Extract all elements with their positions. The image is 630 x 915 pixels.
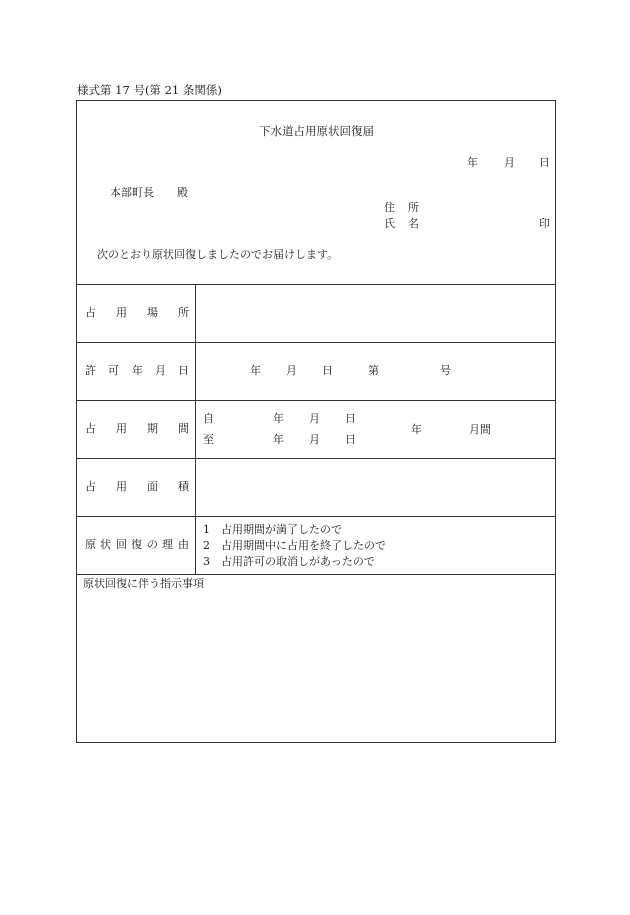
- reason-label-1: 原: [85, 538, 96, 551]
- name-label-1: 氏: [384, 217, 395, 230]
- reason-item-number: 1: [203, 523, 210, 536]
- addressee-name: 本部町長: [110, 186, 154, 199]
- reason-item-number: 2: [203, 539, 210, 552]
- reason-item-1: [203, 524, 342, 535]
- reason-item-number: 3: [203, 555, 210, 568]
- statement-text: 次のとおり原状回復しましたのでお届けします。: [97, 248, 339, 261]
- permit-label-5: 日: [178, 364, 189, 377]
- reason-label-2: 状: [100, 538, 111, 551]
- permit-month: 月: [286, 364, 297, 377]
- form-frame: [76, 100, 556, 743]
- area-label-4: 積: [178, 480, 189, 493]
- permit-dai: 第: [368, 364, 379, 377]
- date-day: 日: [539, 156, 550, 169]
- period-to-year: 年: [273, 433, 284, 446]
- period-total-year: 年: [411, 423, 422, 436]
- period-total-months: 月間: [469, 423, 491, 436]
- name-label-2: 名: [408, 217, 419, 230]
- location-label-2: 用: [116, 306, 127, 319]
- form-title: 下水道占用原状回復届: [259, 124, 374, 138]
- reason-label-5: の: [147, 538, 158, 551]
- seal-mark: 印: [539, 217, 550, 230]
- area-label-1: 占: [85, 480, 96, 493]
- row-divider: [77, 516, 555, 517]
- period-to-month: 月: [309, 433, 320, 446]
- row-divider: [77, 342, 555, 343]
- date-month: 月: [504, 156, 515, 169]
- period-to: 至: [203, 433, 214, 446]
- location-label-1: 占: [85, 306, 96, 319]
- area-label-3: 面: [147, 480, 158, 493]
- address-label-1: 住: [384, 201, 395, 214]
- location-label-3: 場: [147, 306, 158, 319]
- period-to-day: 日: [345, 433, 356, 446]
- row-divider: [77, 284, 555, 285]
- period-label-3: 期: [147, 422, 158, 435]
- reason-item-3: [203, 556, 375, 567]
- period-label-1: 占: [85, 422, 96, 435]
- period-from-year: 年: [273, 412, 284, 425]
- permit-day: 日: [322, 364, 333, 377]
- permit-label-4: 月: [155, 364, 166, 377]
- reason-item-2: [203, 540, 386, 551]
- permit-gou: 号: [440, 364, 451, 377]
- addressee-honorific: 殿: [177, 186, 188, 199]
- reason-label-4: 復: [131, 538, 142, 551]
- reason-item-text: 占用許可の取消しがあったので: [221, 555, 375, 568]
- period-from: 自: [203, 412, 214, 425]
- row-divider: [77, 458, 555, 459]
- period-label-4: 間: [178, 422, 189, 435]
- period-from-day: 日: [345, 412, 356, 425]
- instructions-label: 原状回復に伴う指示事項: [83, 577, 204, 590]
- form-number: 様式第 17 号(第 21 条関係): [77, 83, 222, 97]
- permit-label-1: 許: [85, 364, 96, 377]
- reason-label-7: 由: [178, 538, 189, 551]
- row-divider: [77, 400, 555, 401]
- reason-label-6: 理: [162, 538, 173, 551]
- reason-label-3: 回: [116, 538, 127, 551]
- permit-label-3: 年: [132, 364, 143, 377]
- column-divider: [195, 284, 196, 574]
- address-label-2: 所: [408, 201, 419, 214]
- location-label-4: 所: [178, 306, 189, 319]
- area-label-2: 用: [116, 480, 127, 493]
- date-year: 年: [467, 156, 478, 169]
- permit-label-2: 可: [108, 364, 119, 377]
- permit-year: 年: [250, 364, 261, 377]
- reason-item-text: 占用期間が満了したので: [221, 523, 342, 536]
- period-label-2: 用: [116, 422, 127, 435]
- reason-item-text: 占用期間中に占用を終了したので: [221, 539, 386, 552]
- period-from-month: 月: [309, 412, 320, 425]
- row-divider: [77, 574, 555, 575]
